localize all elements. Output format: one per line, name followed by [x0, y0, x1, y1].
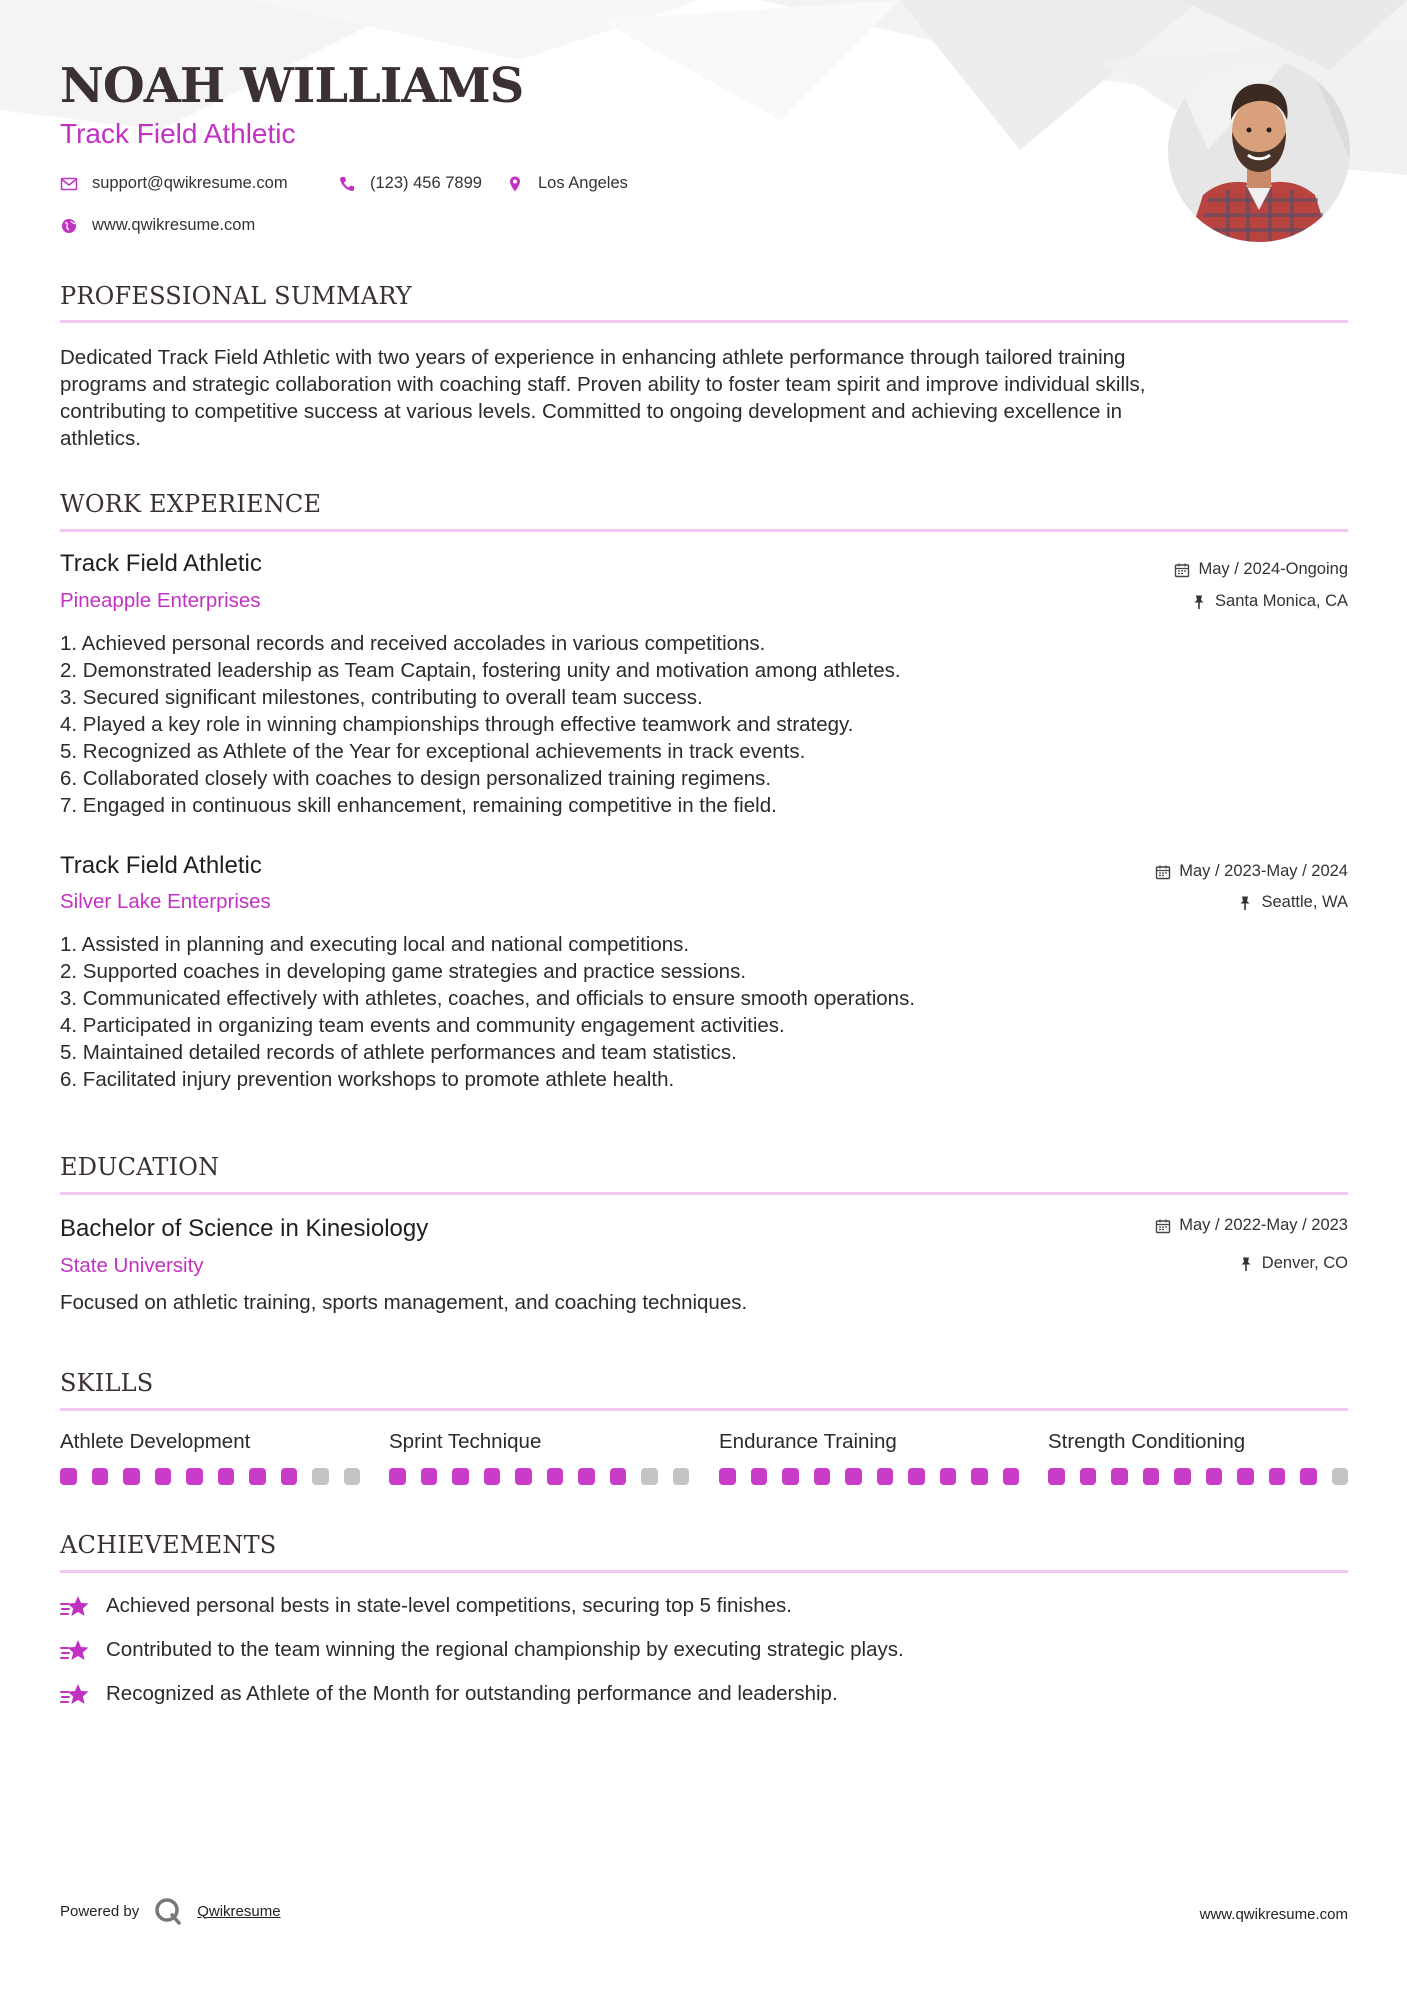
phone-icon	[338, 175, 356, 193]
website-text[interactable]: www.qwikresume.com	[92, 216, 256, 234]
list-item: 2. Demonstrated leadership as Team Captain, fostering unity and motivation among athletes.	[60, 659, 901, 682]
job-company: Silver Lake Enterprises	[60, 890, 271, 913]
skill-name: Sprint Technique	[389, 1430, 542, 1453]
contact-phone	[338, 174, 482, 193]
rating-dot-filled	[719, 1468, 736, 1485]
achievement-item	[60, 1636, 904, 1664]
list-item: 1. Assisted in planning and executing local and national competitions.	[60, 933, 690, 956]
summary-line: Dedicated Track Field Athletic with two years of experience in enhancing athlete performance through tailored training	[60, 346, 1126, 369]
education-dates	[1155, 1216, 1348, 1235]
section-title-summary: PROFESSIONAL SUMMARY	[60, 282, 412, 310]
section-divider	[60, 1192, 1348, 1195]
section-divider	[60, 320, 1348, 323]
school-name: State University	[60, 1254, 204, 1277]
skill-name: Endurance Training	[719, 1430, 897, 1453]
brand-link[interactable]: Qwikresume	[197, 1902, 281, 1920]
job-dates-text: May / 2023-May / 2024	[1179, 862, 1348, 880]
skill-name: Strength Conditioning	[1048, 1430, 1246, 1453]
phone-text[interactable]: (123) 456 7899	[370, 174, 482, 192]
powered-by-label: Powered by	[60, 1902, 140, 1920]
qwikresume-logo-icon	[153, 1896, 183, 1926]
rating-dot-filled	[908, 1468, 925, 1485]
rating-dot-filled	[1300, 1468, 1317, 1485]
skill-rating	[389, 1468, 689, 1485]
summary-line: contributing to competitive success at various levels. Committed to ongoing development and achieving excellence in	[60, 400, 1123, 423]
skill-rating	[1048, 1468, 1348, 1485]
rating-dot-filled	[60, 1468, 77, 1485]
section-title-education: EDUCATION	[60, 1153, 220, 1181]
summary-line: programs and strategic collaboration with coaching staff. Proven ability to foster team spirit and improve individual skills,	[60, 373, 1146, 396]
rating-dot-filled	[940, 1468, 957, 1485]
section-divider	[60, 1408, 1348, 1411]
job-dates	[1174, 560, 1348, 579]
list-item: 6. Collaborated closely with coaches to design personalized training regimens.	[60, 767, 772, 790]
calendar-icon	[1174, 562, 1190, 578]
achievement-text: Recognized as Athlete of the Month for outstanding performance and leadership.	[106, 1682, 838, 1705]
skill-name: Athlete Development	[60, 1430, 251, 1453]
pushpin-icon	[1237, 895, 1253, 911]
rating-dot-filled	[421, 1468, 438, 1485]
rating-dot-filled	[578, 1468, 595, 1485]
profile-photo	[1168, 60, 1350, 242]
pushpin-icon	[1238, 1256, 1254, 1272]
rating-dot-filled	[1111, 1468, 1128, 1485]
rating-dot-filled	[971, 1468, 988, 1485]
achievement-text: Contributed to the team winning the regional championship by executing strategic plays.	[106, 1638, 904, 1661]
list-item: 5. Maintained detailed records of athlete performances and team statistics.	[60, 1041, 737, 1064]
pushpin-icon	[1191, 594, 1207, 610]
list-item: 2. Supported coaches in developing game strategies and practice sessions.	[60, 960, 747, 983]
rating-dot-filled	[547, 1468, 564, 1485]
achievement-item	[60, 1592, 792, 1620]
rating-dot-filled	[249, 1468, 266, 1485]
rating-dot-filled	[92, 1468, 109, 1485]
rating-dot-filled	[484, 1468, 501, 1485]
education-dates-text: May / 2022-May / 2023	[1179, 1216, 1348, 1234]
summary-paragraph	[60, 344, 1350, 452]
rating-dot-empty	[673, 1468, 690, 1485]
contact-website	[60, 216, 255, 235]
rating-dot-filled	[782, 1468, 799, 1485]
footer-website[interactable]: www.qwikresume.com	[1199, 1906, 1348, 1923]
job-dates-text: May / 2024-Ongoing	[1198, 560, 1348, 578]
contact-email	[60, 174, 288, 193]
skill-rating	[60, 1468, 360, 1485]
education-location-text: Denver, CO	[1261, 1254, 1348, 1272]
calendar-icon	[1155, 864, 1171, 880]
achievement-item	[60, 1680, 838, 1708]
rating-dot-filled	[1269, 1468, 1286, 1485]
rating-dot-filled	[1048, 1468, 1065, 1485]
rating-dot-filled	[1003, 1468, 1020, 1485]
list-item: 3. Communicated effectively with athletes, coaches, and officials to ensure smooth operations.	[60, 987, 916, 1010]
job-company: Pineapple Enterprises	[60, 589, 261, 612]
rating-dot-filled	[751, 1468, 768, 1485]
job-location-text: Santa Monica, CA	[1215, 592, 1348, 610]
shooting-star-icon	[60, 1680, 92, 1708]
globe-icon	[60, 217, 78, 235]
section-divider	[60, 1570, 1348, 1573]
list-item: 4. Played a key role in winning championships through effective teamwork and strategy.	[60, 713, 854, 736]
rating-dot-filled	[218, 1468, 235, 1485]
rating-dot-filled	[281, 1468, 298, 1485]
rating-dot-filled	[452, 1468, 469, 1485]
location-text: Los Angeles	[538, 174, 628, 192]
job-bullets	[60, 630, 1310, 819]
rating-dot-filled	[1080, 1468, 1097, 1485]
rating-dot-filled	[877, 1468, 894, 1485]
list-item: 4. Participated in organizing team events and community engagement activities.	[60, 1014, 785, 1037]
list-item: 5. Recognized as Athlete of the Year for exceptional achievements in track events.	[60, 740, 806, 763]
email-text[interactable]: support@qwikresume.com	[92, 174, 288, 192]
skill-rating	[719, 1468, 1019, 1485]
education-location	[1238, 1254, 1348, 1273]
rating-dot-empty	[344, 1468, 361, 1485]
achievement-text: Achieved personal bests in state-level competitions, securing top 5 finishes.	[106, 1594, 792, 1617]
rating-dot-empty	[312, 1468, 329, 1485]
footer-powered-by	[60, 1896, 281, 1926]
rating-dot-filled	[186, 1468, 203, 1485]
calendar-icon	[1155, 1218, 1171, 1234]
rating-dot-empty	[641, 1468, 658, 1485]
envelope-icon	[60, 175, 78, 193]
rating-dot-filled	[123, 1468, 140, 1485]
rating-dot-filled	[845, 1468, 862, 1485]
rating-dot-filled	[1237, 1468, 1254, 1485]
rating-dot-filled	[1206, 1468, 1223, 1485]
section-title-skills: SKILLS	[60, 1369, 154, 1397]
section-divider	[60, 529, 1348, 532]
list-item: 1. Achieved personal records and received accolades in various competitions.	[60, 632, 766, 655]
job-location-text: Seattle, WA	[1261, 893, 1348, 911]
rating-dot-filled	[814, 1468, 831, 1485]
shooting-star-icon	[60, 1636, 92, 1664]
job-title: Track Field Athletic	[60, 852, 262, 879]
rating-dot-filled	[155, 1468, 172, 1485]
job-bullets	[60, 931, 1310, 1093]
rating-dot-filled	[610, 1468, 627, 1485]
job-location	[1237, 893, 1348, 912]
list-item: 3. Secured significant milestones, contributing to overall team success.	[60, 686, 703, 709]
section-title-experience: WORK EXPERIENCE	[60, 490, 322, 518]
job-title: Track Field Athletic	[60, 550, 262, 577]
candidate-name: NOAH WILLIAMS	[60, 58, 524, 114]
degree-title: Bachelor of Science in Kinesiology	[60, 1215, 429, 1242]
list-item: 6. Facilitated injury prevention workshops to promote athlete health.	[60, 1068, 675, 1091]
map-pin-icon	[506, 175, 524, 193]
rating-dot-filled	[1174, 1468, 1191, 1485]
candidate-role: Track Field Athletic	[60, 118, 296, 149]
section-title-achievements: ACHIEVEMENTS	[60, 1531, 277, 1559]
rating-dot-empty	[1332, 1468, 1349, 1485]
job-dates	[1155, 862, 1348, 881]
rating-dot-filled	[515, 1468, 532, 1485]
job-location	[1191, 592, 1348, 611]
rating-dot-filled	[389, 1468, 406, 1485]
shooting-star-icon	[60, 1592, 92, 1620]
list-item: 7. Engaged in continuous skill enhancement, remaining competitive in the field.	[60, 794, 777, 817]
contact-location	[506, 174, 628, 193]
education-description: Focused on athletic training, sports management, and coaching techniques.	[60, 1291, 748, 1314]
summary-line: athletics.	[60, 427, 141, 450]
rating-dot-filled	[1143, 1468, 1160, 1485]
